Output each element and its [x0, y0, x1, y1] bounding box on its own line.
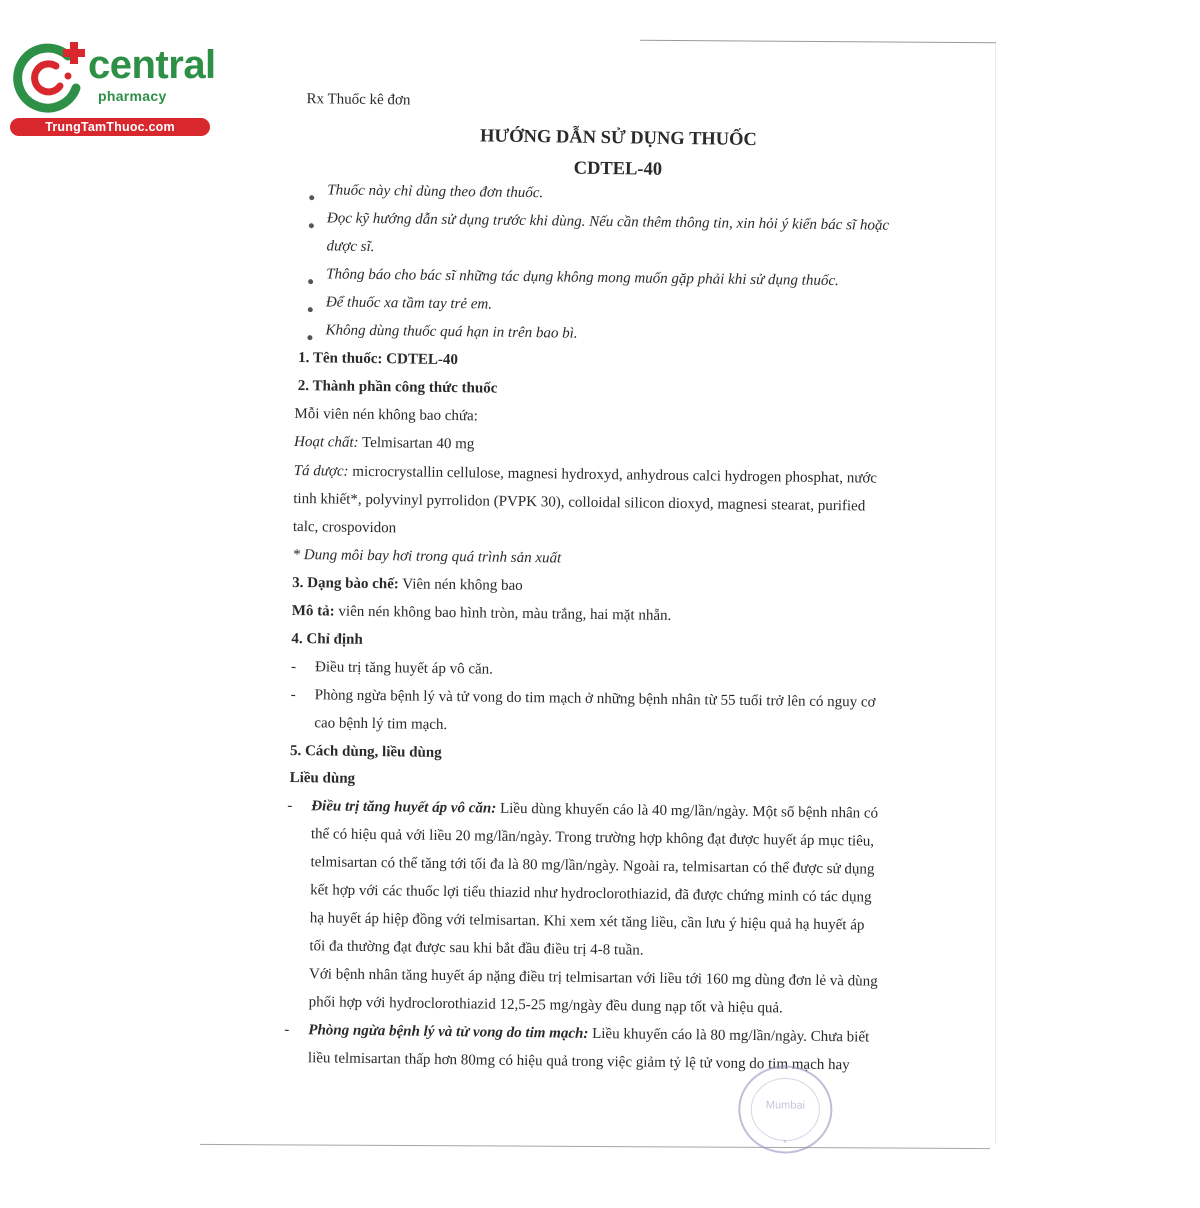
- warning-item: Thông báo cho bác sĩ những tác dụng không mong muốn gặp phải khi sử dụng thuốc.: [326, 266, 839, 290]
- active-label: Hoạt chất:: [293, 433, 359, 451]
- active-value: Telmisartan 40 mg: [361, 434, 475, 453]
- indication-item-cont: cao bệnh lý tim mạch.: [314, 715, 448, 734]
- section-1: [298, 348, 458, 370]
- cardio-prevention-dosage: [308, 1020, 869, 1047]
- dosage-line: telmisartan có thể tăng tới tối đa là 80 mg/lần/ngày. Ngoài ra, telmisartan có thể được sử dụng: [310, 854, 875, 878]
- warning-item: Không dùng thuốc quá hạn in trên bao bì.: [325, 322, 578, 342]
- section-3-value: Viên nén không bao: [402, 576, 523, 594]
- section-3-label: 3. Dạng bào chế:: [292, 574, 399, 593]
- cardio-prevention-text: Liều khuyến cáo là 80 mg/lần/ngày. Chưa biết: [592, 1025, 870, 1046]
- warning-item: Để thuốc xa tầm tay trẻ em.: [325, 294, 493, 313]
- dosage-line: hạ huyết áp hiệp đồng với telmisartan. Khi xem xét tăng liều, cần lưu ý hiệu quả hạ huyết áp: [309, 910, 865, 934]
- section-5-heading: 5. Cách dùng, liều dùng: [289, 742, 442, 761]
- dosage-subheading: Liều dùng: [289, 769, 356, 787]
- bullet-icon: [309, 186, 314, 206]
- svg-text:Mumbai: Mumbai: [765, 1099, 806, 1112]
- indication-item: Phòng ngừa bệnh lý và tử vong do tim mạch ở những bệnh nhân từ 55 tuổi trở lên có nguy cơ: [314, 687, 876, 711]
- description-label: Mô tả:: [291, 602, 335, 620]
- description-value: viên nén không bao hình tròn, màu trắng, hai mặt nhẵn.: [338, 603, 672, 624]
- dosage-line: tối đa thường đạt được sau khi bắt đầu điều trị 4-8 tuần.: [309, 938, 644, 959]
- warning-item-cont: dược sĩ.: [326, 238, 375, 256]
- composition-intro: Mỗi viên nén không bao chứa:: [294, 405, 479, 425]
- cardio-prevention-label: Phòng ngừa bệnh lý và tử vong do tim mạch:: [308, 1022, 589, 1042]
- indication-item: Điều trị tăng huyết áp vô căn.: [314, 659, 494, 678]
- dash-icon: -: [284, 1021, 290, 1038]
- company-stamp-icon: [735, 1062, 836, 1157]
- dosage-line: Với bệnh nhân tăng huyết áp nặng điều trị telmisartan với liều tới 160 mg dùng đơn lẻ và dùng: [308, 966, 878, 990]
- excipients-text: microcrystallin cellulose, magnesi hydroxyd, anhydrous calci hydrogen phosphat, nước: [352, 463, 878, 487]
- excipients-line: [294, 461, 878, 489]
- section-1-label: 1. Tên thuốc:: [298, 350, 383, 368]
- bullet-icon: [309, 214, 314, 234]
- brand-name: central: [88, 43, 216, 87]
- dosage-line: kết hợp với các thuốc lợi tiểu thiazid như hydroclorothiazid, đã được chứng minh có tác dụng: [310, 882, 872, 906]
- document-title: HƯỚNG DẪN SỬ DỤNG THUỐC: [479, 126, 757, 151]
- rx-label: Rx Thuốc kê đơn: [306, 91, 411, 109]
- excipients-label: Tá dược:: [293, 462, 349, 480]
- bullet-icon: [307, 326, 312, 346]
- hypertension-label: Điều trị tăng huyết áp vô căn:: [311, 798, 497, 817]
- description: [292, 601, 672, 626]
- brand-website: TrungTamThuoc.com: [10, 118, 210, 136]
- brand-subtitle: pharmacy: [98, 88, 167, 104]
- dash-icon: -: [287, 797, 293, 814]
- section-4-heading: 4. Chỉ định: [291, 630, 363, 648]
- excipients-note: * Dung môi bay hơi trong quá trình sản xuất: [292, 546, 562, 567]
- dash-icon: -: [290, 658, 297, 676]
- bullet-icon: [308, 298, 313, 318]
- warning-item: Thuốc này chỉ dùng theo đơn thuốc.: [327, 182, 544, 202]
- section-3: [292, 573, 523, 596]
- bullet-icon: [308, 270, 313, 290]
- warning-item: Đọc kỹ hướng dẫn sử dụng trước khi dùng. Nếu cần thêm thông tin, xin hỏi ý kiến bác sĩ hoặc: [326, 210, 890, 234]
- svg-text:*: *: [782, 1138, 787, 1150]
- section-1-value: CDTEL-40: [386, 351, 458, 369]
- active-ingredient: [294, 432, 475, 454]
- dosage-line: thể có hiệu quả với liều 20 mg/lần/ngày. Trong trường hợp không đạt được huyết áp mục tiêu,: [310, 826, 875, 850]
- dosage-line: phối hợp với hydroclorothiazid 12,5-25 mg/ngày đều dung nạp tốt và hiệu quả.: [308, 994, 783, 1017]
- hypertension-text: Liều dùng khuyến cáo là 40 mg/lần/ngày. Một số bệnh nhân có: [499, 800, 879, 822]
- hypertension-dosage: [311, 796, 878, 823]
- excipients-line: talc, crospovidon: [292, 518, 397, 537]
- product-title: CDTEL-40: [573, 158, 663, 180]
- section-2-heading: 2. Thành phần công thức thuốc: [297, 378, 498, 397]
- excipients-line: tinh khiết*, polyvinyl pyrrolidon (PVPK 30), colloidal silicon dioxyd, magnesi stearat, purified: [293, 490, 866, 515]
- dosage-line: liều telmisartan thấp hơn 80mg có hiệu quả trong việc giảm tỷ lệ tử vong do tim mạch hay: [307, 1050, 850, 1074]
- dash-icon: -: [290, 686, 296, 704]
